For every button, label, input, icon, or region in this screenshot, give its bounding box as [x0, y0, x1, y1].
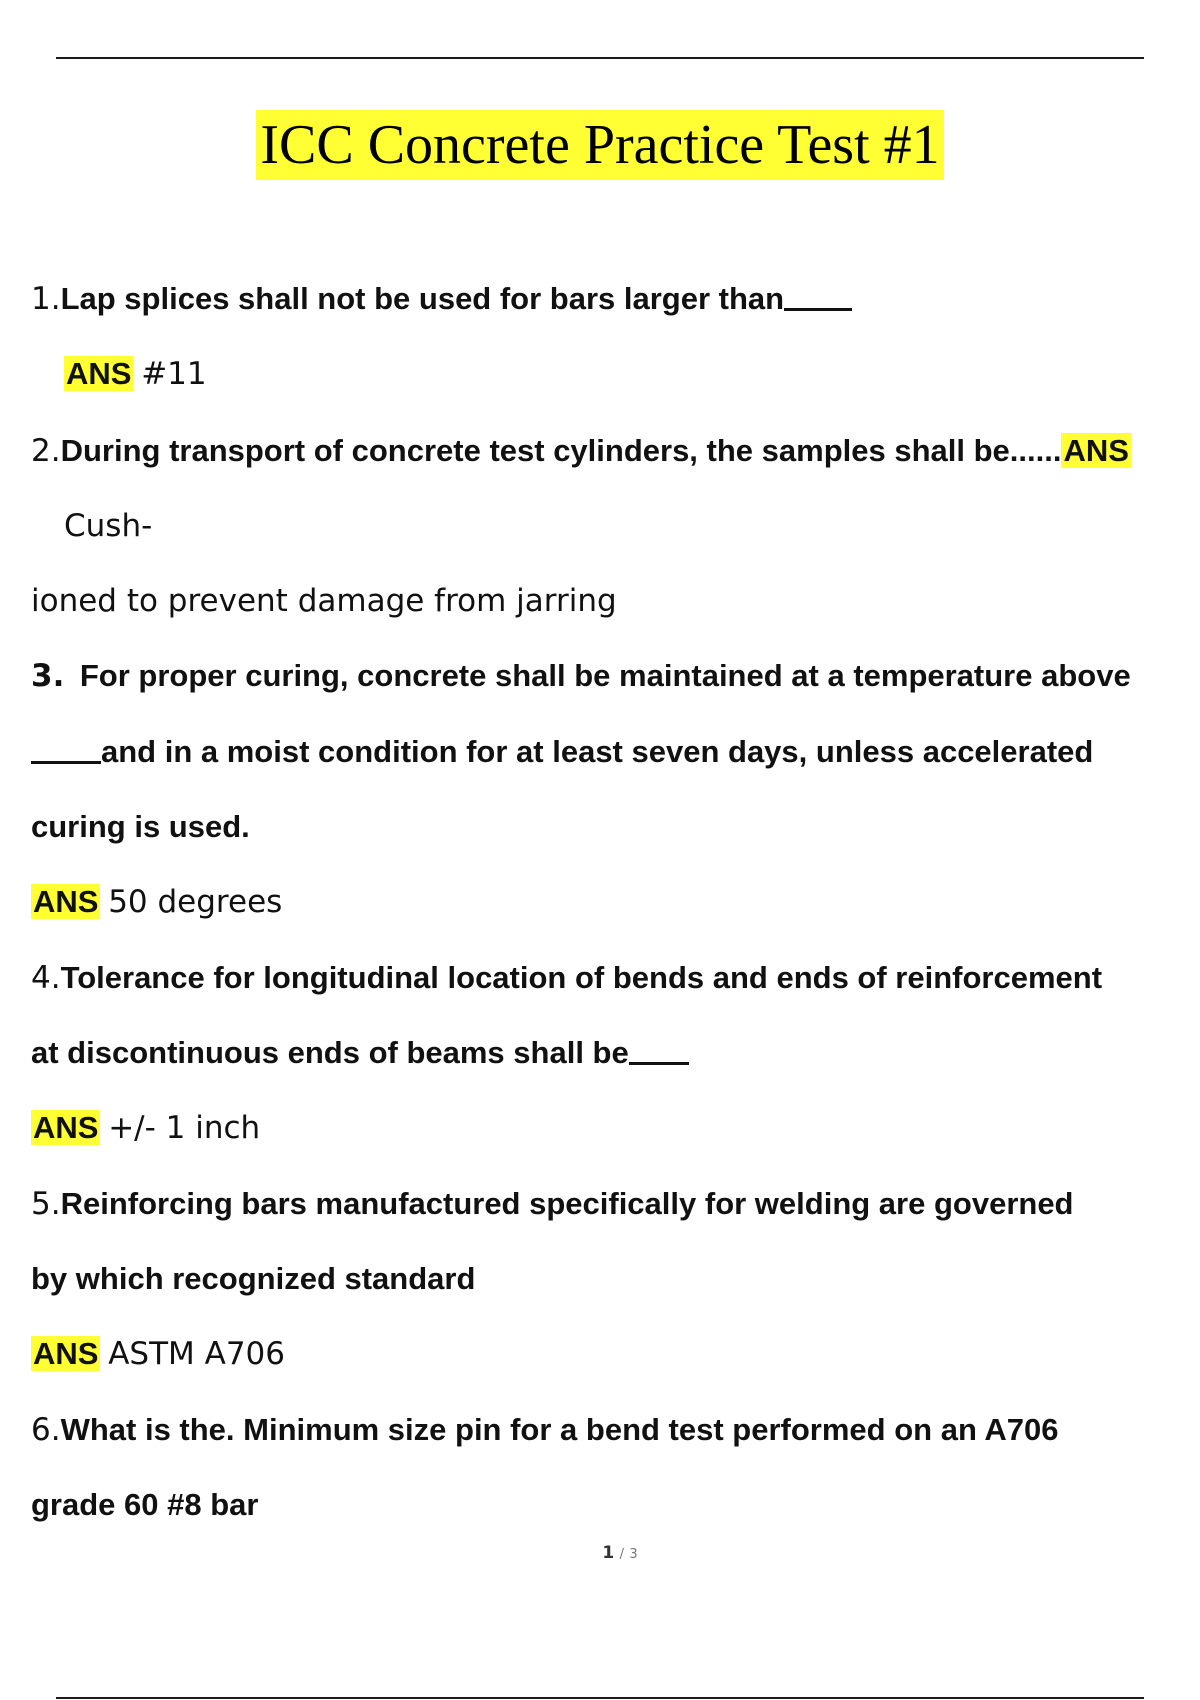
question-3-line-1: [31, 656, 1131, 696]
question-text: and in a moist condition for at least seven days, unless accelerated: [101, 734, 1094, 769]
question-text: For proper curing, concrete shall be maintained at a temperature above: [79, 658, 1131, 693]
question-text: During transport of concrete test cylinders, the samples shall be......: [60, 433, 1062, 468]
answer-text: Cush-: [64, 508, 153, 544]
title-container: [0, 110, 1200, 180]
question-number: 1.: [31, 281, 61, 317]
question-5-line-1: [31, 1184, 1074, 1224]
answer-blank: [31, 761, 101, 764]
question-number: 6.: [31, 1412, 61, 1448]
question-number: 3.: [31, 658, 65, 694]
bottom-rule: [56, 1697, 1144, 1699]
ans-label: ANS: [1063, 433, 1129, 468]
answer-blank: [784, 308, 852, 311]
question-4-line-2: [31, 1033, 689, 1073]
answer-text: ASTM A706: [108, 1336, 285, 1372]
question-number: 5.: [31, 1186, 61, 1222]
question-number: 2.: [31, 433, 61, 469]
question-3-line-2: [31, 732, 1093, 772]
question-text: by which recognized standard: [31, 1261, 476, 1296]
question-text: What is the. Minimum size pin for a bend test performed on an A706: [60, 1412, 1059, 1447]
question-4-line-1: [31, 958, 1102, 998]
top-rule: [56, 57, 1144, 59]
question-text: Lap splices shall not be used for bars larger than: [60, 281, 785, 316]
answer-text: ioned to prevent damage from jarring: [31, 583, 617, 619]
current-page: 1: [602, 1543, 615, 1563]
ans-label: ANS: [33, 1110, 99, 1145]
question-6-line-1: [31, 1410, 1058, 1450]
answer-text: #11: [141, 356, 207, 392]
answer-5: [31, 1334, 285, 1374]
question-text: curing is used.: [31, 809, 250, 844]
question-text: Tolerance for longitudinal location of bends and ends of reinforcement: [60, 960, 1103, 995]
ans-label: ANS: [33, 884, 99, 919]
answer-blank: [629, 1062, 689, 1065]
answer-text: +/- 1 inch: [108, 1110, 261, 1146]
question-text: at discontinuous ends of beams shall be: [31, 1035, 629, 1070]
answer-2-line-1: [64, 506, 152, 546]
question-3-line-3: [31, 807, 250, 847]
page-indicator: [0, 1543, 1200, 1563]
answer-1: [64, 354, 207, 394]
ans-label: ANS: [33, 1336, 99, 1371]
answer-3: [31, 882, 282, 922]
total-pages: 3: [629, 1547, 638, 1562]
question-text: Reinforcing bars manufactured specifically for welding are governed: [60, 1186, 1074, 1221]
question-1: [31, 279, 852, 319]
ans-label: ANS: [66, 356, 132, 391]
question-number: 4.: [31, 960, 61, 996]
document-title: ICC Concrete Practice Test #1: [256, 110, 943, 180]
answer-text: 50 degrees: [108, 884, 283, 920]
answer-2-line-2: [31, 581, 617, 621]
question-6-line-2: [31, 1485, 258, 1525]
question-5-line-2: [31, 1259, 475, 1299]
question-2: [31, 431, 1131, 471]
page-separator: /: [619, 1547, 624, 1562]
answer-4: [31, 1108, 260, 1148]
question-text: grade 60 #8 bar: [31, 1487, 259, 1522]
